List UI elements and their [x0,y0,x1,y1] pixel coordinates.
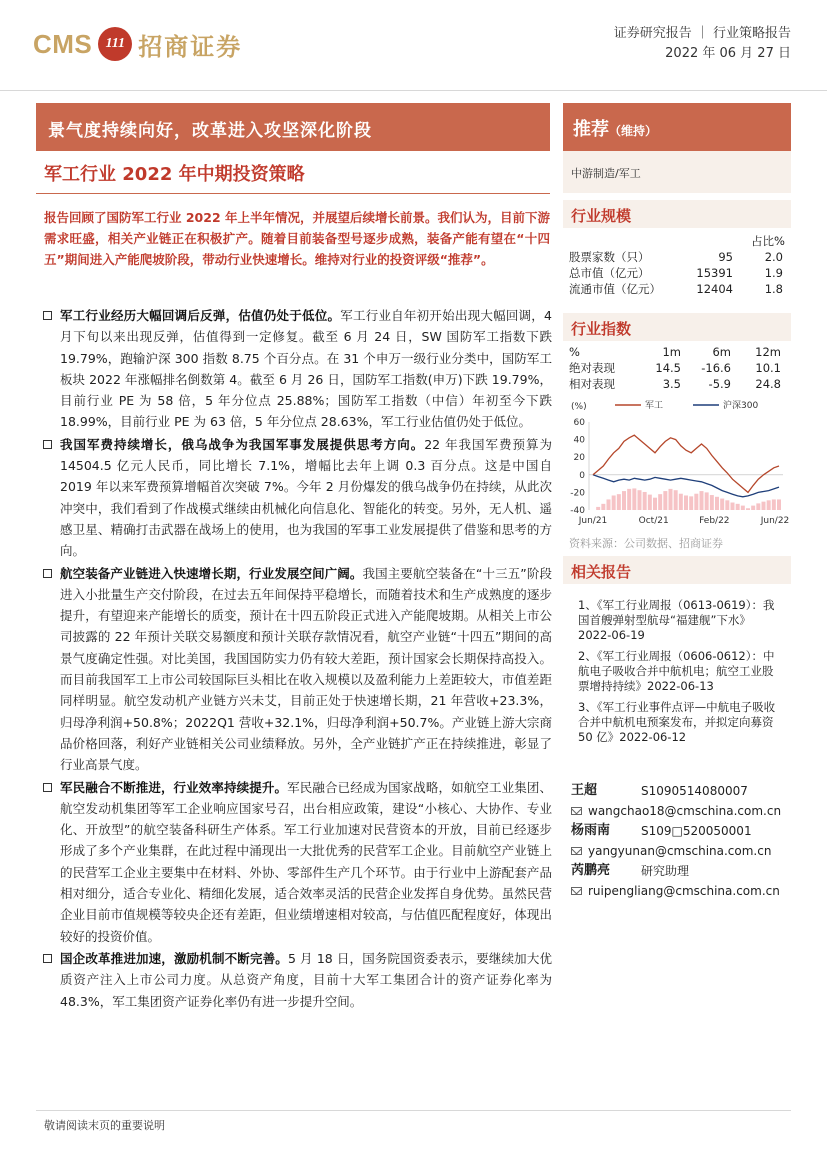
headline-bar: 景气度持续向好，改革进入攻坚深化阶段 [36,103,550,151]
report-meta [614,24,791,64]
industry-label: 中游制造/军工 [571,167,641,180]
excess-bar [746,508,750,510]
excess-bar [741,506,745,510]
excess-bar [725,500,729,510]
analyst-email[interactable]: yangyunan@cmschina.com.cn [588,844,772,858]
x-tick-label: Feb/22 [699,516,730,526]
checkbox-square-icon [43,954,52,963]
analyst-name: 芮鹏亮 [571,863,611,878]
y-tick-label: 20 [573,453,585,464]
company-logo [33,22,242,66]
analyst-row [571,821,791,841]
key-points [40,305,552,1013]
key-point-text: 5 月 18 日，国务院国资委表示，要继续加大优质资产注入上市公司力度。从总资产角度，目前十大军工集团合计的资产证券化率为 48.3%，军工集团资产证券化率仍有进一步提升空间。 [60,950,552,1009]
key-point-text: 我国主要航空装备在“十三五”阶段进入小批量生产交付阶段，在过去五年间保持平稳增长，而随着技术和生产成熟度的逐步提升，有望迎来产能增长的质变，预计在十四五阶段正式进入产能爬坡期。从相关上市公司披露的 22 年预计关联交易额度和预计关联存款情况看，航空产业链“十四五”期间的高景气度确定性强。对比美国，我国国防实力仍有较大差距，预计国家会长期保持高投入。而目前我国军工上市公司较国际巨头相比在收入规模以及盈利能力上差距较大，市值差距同样明显。航空发动机产业链方兴未艾，目前正处于快速增长期，21 年营收+23.3%，归母净利润+50.8%；2022Q1 营收+32.1%，归母净利润+50.7%。产业链上游大宗商品价格回落，利好产业链相关公司业绩释放。另外，全产业链扩产正在持续推进，彰显了行业高景气度。 [60,565,552,773]
analyst-row [571,861,791,881]
excess-bar [694,494,698,510]
excess-bar [674,490,678,510]
x-tick-label: Jun/21 [578,516,608,526]
analyst-id: S109□520050001 [641,824,752,838]
chart-source: 资料来源：公司数据、招商证券 [569,537,723,550]
report-type: 证券研究报告 ｜ 行业策略报告 [613,26,791,41]
cell: 3.5 [662,377,681,391]
table-row [569,249,791,265]
column-header: % [569,345,580,359]
y-tick-label: -40 [570,506,585,516]
row-pct: 1.9 [764,266,783,280]
excess-bar [663,491,667,510]
checkbox-square-icon [43,311,52,320]
industry-index-heading: 行业指数 [563,313,791,341]
table-row [569,265,791,281]
analyst-name: 杨雨南 [571,823,611,838]
excess-bar [601,504,605,510]
excess-bar [658,494,662,510]
excess-bar [710,495,714,510]
cell: -5.9 [708,377,731,391]
table-row [569,360,791,376]
excess-bar [648,495,652,510]
industry-index-table [569,344,791,392]
row-value: 12404 [696,282,733,296]
excess-bar [612,495,616,510]
excess-bar [617,494,621,510]
cell: 10.1 [755,361,781,375]
key-point-lead: 航空装备产业链进入快速增长期，行业发展空间广阔。 [60,565,363,581]
key-point-lead: 军工行业经历大幅回调后反弹，估值仍处于低位。 [60,308,341,323]
row-label: 股票家数（只） [569,250,650,264]
row-label: 总市值（亿元） [569,266,650,280]
scale-pct-header: 占比% [751,234,785,248]
excess-bar [632,488,636,510]
related-reports-heading: 相关报告 [563,556,791,584]
performance-chart [563,396,791,532]
key-point [40,563,552,776]
y-tick-label: 0 [579,470,585,481]
excess-bar [622,491,626,510]
excess-bar [705,492,709,510]
excess-bar [638,490,642,510]
excess-bar [736,504,740,510]
subtitle-divider [36,193,550,194]
row-pct: 2.0 [764,250,783,264]
rating-bar [563,103,791,151]
x-tick-label: Jun/22 [760,516,790,526]
rating-label: 推荐 [573,119,609,140]
key-point [40,305,552,433]
column-header: 12m [755,345,781,359]
excess-bar [689,496,693,510]
excess-bar [627,489,631,510]
table-row [569,376,791,392]
analyst-email-row [571,841,791,861]
rating-note: （维持） [609,124,658,138]
mail-icon [571,847,582,855]
excess-bar [777,499,781,510]
mail-icon [571,807,582,815]
row-value: 15391 [696,266,733,280]
excess-bar [715,497,719,510]
excess-bar [643,492,647,510]
excess-bar [596,507,600,510]
header-divider [0,90,827,91]
analyst-title: 研究助理 [641,864,690,878]
key-point-lead: 国企改革推进加速，激励机制不断完善。 [60,950,288,966]
key-point [40,434,552,562]
excess-bar [700,491,704,510]
row-label: 绝对表现 [569,361,615,375]
excess-bar [731,503,735,510]
footer-divider [36,1110,791,1111]
analyst-id: S1090514080007 [641,784,748,798]
list-item: 3、《军工行业事件点评—中航电子吸收合并中航机电预案发布，并拟定向募资 50 亿》2022-06-12 [578,700,776,744]
excess-bar [653,498,657,510]
row-label: 流通市值（亿元） [569,282,661,296]
analyst-row [571,781,791,801]
cell: 14.5 [655,361,681,375]
legend-label-jungong: 军工 [645,401,664,411]
footer-note: 敬请阅读末页的重要说明 [44,1119,165,1132]
logo-badge-icon: 111 [98,27,132,61]
table-header-row [569,344,791,360]
excess-bar [720,499,724,510]
analyst-email[interactable]: wangchao18@cmschina.com.cn [588,804,782,818]
excess-bar [762,502,766,510]
logo-cms-text: CMS [33,28,93,59]
report-date: 2022 年 06 月 27 日 [665,46,791,61]
y-tick-label: -20 [570,488,585,499]
excess-bar [669,489,673,510]
key-point-text: 军民融合已经成为国家战略，如航空工业集团、航空发动机集团等军工企业响应国家号召，出台相应政策，建设“小核心、大协作、专业化、开放型”的航空装备科研生产体系。军工行业加速对民营资本的开放，目前已经逐步形成了多个产业集群，在此过程中涌现出一大批优秀的民营军工企业。目前航空产业链上的民营军工企业主要集中在材料、外协、零部件生产几个环节。由于行业中上游配套产品相对细分，适合专业化、精细化发展，适合效率灵活的民营企业发挥自身优势。虽然民营企业目前市值规模等较央企还有差距，但业绩增速相对较高，与估值匹配程度好，体现出较好的投资价值。 [60,779,552,944]
key-point [40,777,552,947]
key-point-text: 军工行业自年初开始出现大幅回调，4 月下旬以来出现反弹，估值得到一定修复。截至 6 月 24 日，SW 国防军工指数下跌 19.79%，跑输沪深 300 指数 8.75 个百分点。在 31 个申万一级行业分类中，国防军工板块 2022 年涨幅排名倒数第 4。截至 6 月 26 日，国防军工指数(申万)下跌 19.79%，目前行业 PE 为 58 倍，5 年分位点 25.88%；国防军工指数（中信）年初至今下跌 18.99%，目前行业 PE 为 63 倍，5 年分位点 28.63%，军工行业估值仍处于低位。 [60,308,552,430]
mail-icon [571,887,582,895]
excess-bar [684,495,688,510]
cell: 24.8 [755,377,781,391]
row-pct: 1.8 [764,282,783,296]
list-item: 2、《军工行业周报（0606-0612）：中航电子吸收合并中航机电；航空工业股票增持持续》2022-06-13 [578,649,775,693]
checkbox-square-icon [43,440,52,449]
list-item: 1、《军工行业周报（0613-0619）：我国首艘弹射型航母“福建舰”下水》2022-06-19 [578,598,775,642]
series-line-jungong [593,435,779,492]
column-header: 1m [662,345,681,359]
key-point-text: 22 年我国军费预算为 14504.5 亿元人民币，同比增长 7.1%，增幅比去年上调 0.3 百分点。这是中国自 2019 年以来军费预算增幅首次突破 7%。今年 2 月份爆发的俄乌战争仍在持续，从此次冲突中，我们看到了作战模式继续由机械化向信息化、智能化的转变。另外，无人机、遥感卫星、精确打击武器在战场上的使用，也为我国的军事工业发展提供了借鉴和思考的方向。 [60,436,552,559]
related-reports-list [578,598,783,751]
excess-bar [756,503,760,510]
table-row [569,281,791,297]
excess-bar [679,494,683,510]
row-label: 相对表现 [569,377,615,391]
analyst-list [571,781,791,901]
excess-bar [751,506,755,510]
key-point [40,948,552,1012]
series-line-hs300 [593,475,779,497]
industry-scale-heading: 行业规模 [563,200,791,228]
key-point-lead: 军民融合不断推进，行业效率持续提升。 [60,779,288,795]
checkbox-square-icon [43,783,52,792]
analyst-email[interactable]: ruipengliang@cmschina.com.cn [588,884,780,898]
industry-scale-table [569,233,791,297]
analyst-email-row [571,881,791,901]
excess-bar [607,499,611,510]
cell: -16.6 [701,361,731,375]
analyst-email-row [571,801,791,821]
y-axis-label: (%) [571,402,587,412]
report-subtitle: 军工行业 2022 年中期投资策略 [44,164,305,185]
legend-label-hs300: 沪深300 [723,401,759,411]
row-value: 95 [718,250,733,264]
logo-chinese-name: 招商证券 [138,32,243,61]
checkbox-square-icon [43,569,52,578]
excess-bar [767,500,771,510]
y-tick-label: 40 [573,435,585,446]
x-tick-label: Oct/21 [638,516,669,526]
column-header: 6m [712,345,731,359]
analyst-name: 王超 [571,783,598,798]
key-point-lead: 我国军费持续增长，俄乌战争为我国军事发展提供思考方向。 [60,436,425,452]
y-tick-label: 60 [573,418,585,428]
summary-paragraph: 报告回顾了国防军工行业 2022 年上半年情况，并展望后续增长前景。我们认为，目前下游需求旺盛，相关产业链正在积极扩产。随着目前装备型号逐步成熟，装备产能有望在“十四五”期间进入产能爬坡阶段，带动行业快速增长。维持对行业的投资评级“推荐”。 [44,210,550,267]
excess-bar [772,499,776,510]
